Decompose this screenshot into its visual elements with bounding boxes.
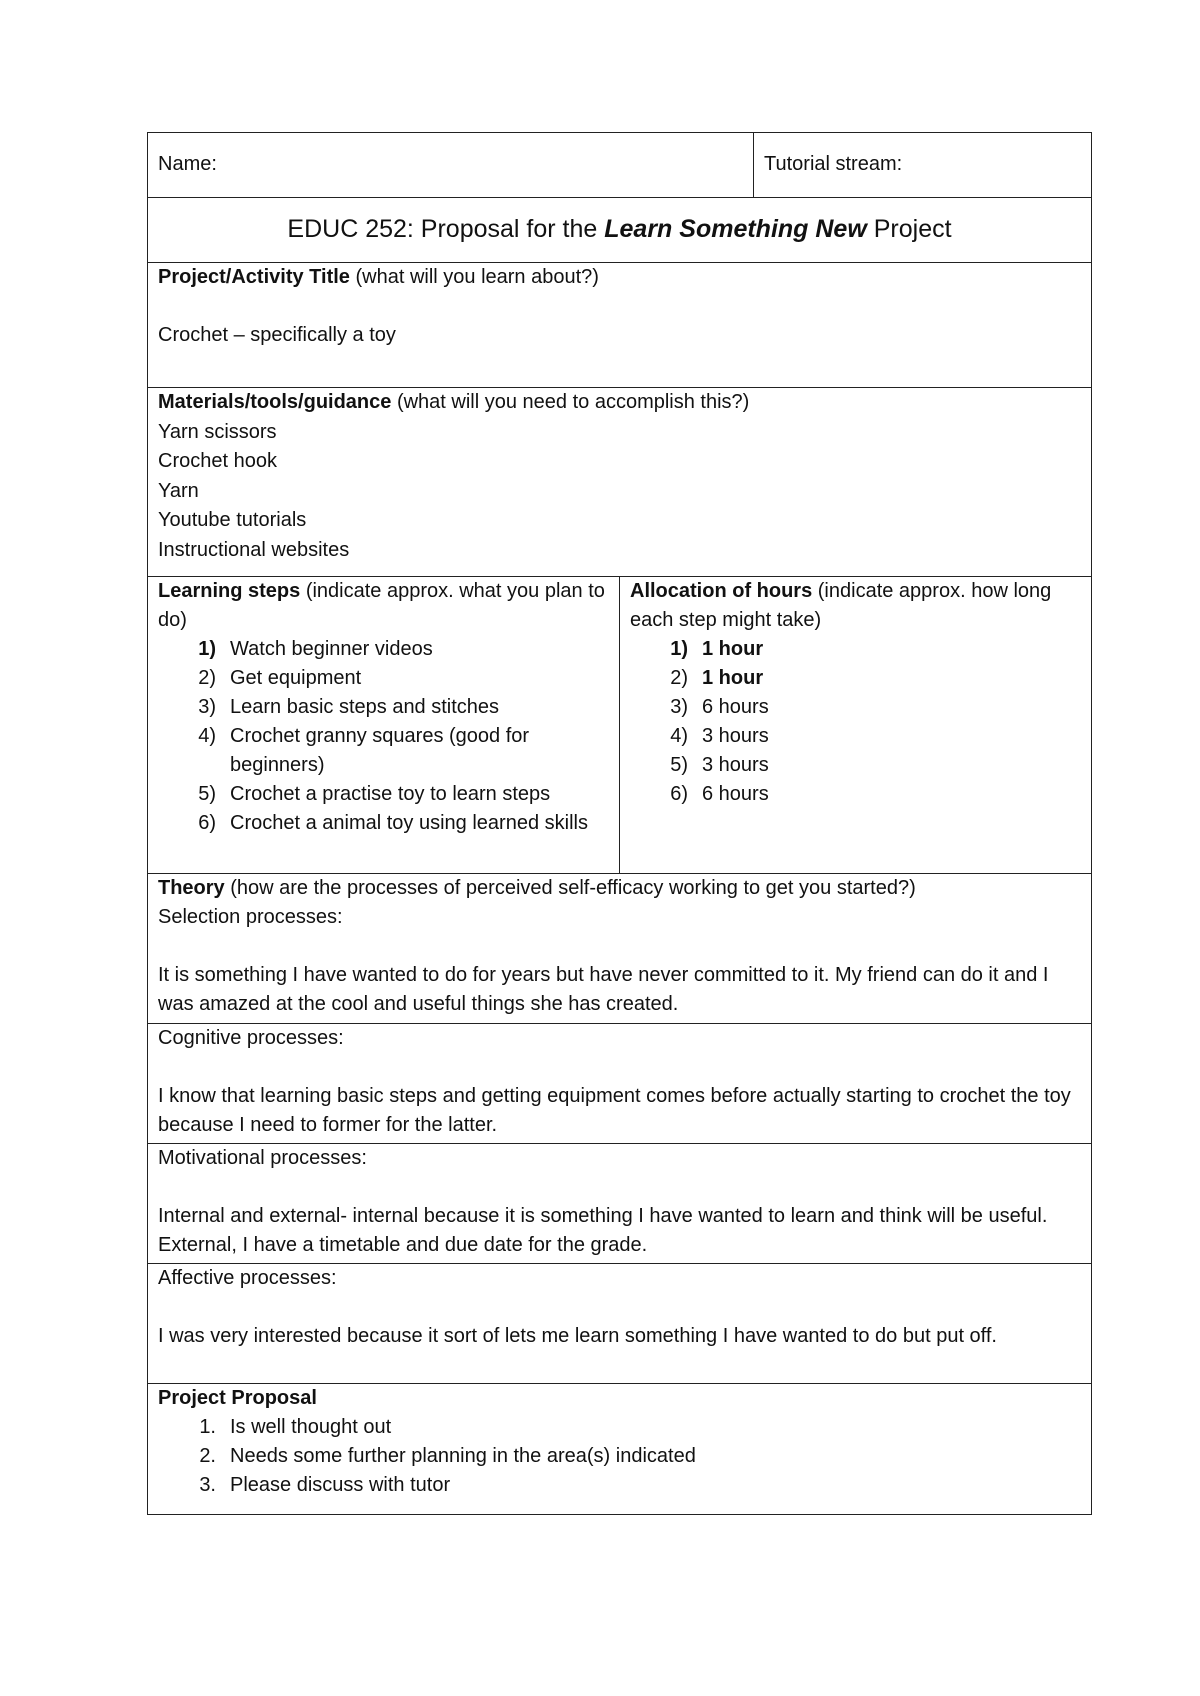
- materials-section: [148, 387, 1091, 576]
- affective-text: I was very interested because it sort of lets me learn something I have wanted to do but put off.: [158, 1325, 997, 1347]
- allocation-heading: Allocation of hours: [630, 580, 813, 602]
- theory-heading: Theory: [158, 877, 225, 899]
- list-item: 4) Crochet granny squares (good for beginners): [198, 725, 530, 776]
- project-title-section: [148, 262, 1091, 387]
- list-item: 3) 6 hours: [670, 696, 769, 718]
- proposal-option[interactable]: 3. Please discuss with tutor: [199, 1474, 451, 1496]
- list-item: Yarn: [158, 479, 199, 502]
- project-title-heading: Project/Activity Title: [158, 266, 350, 288]
- cognitive-text: I know that learning basic steps and getting equipment comes before actually starting to crochet the toy because I need to former for the latter.: [158, 1085, 1071, 1136]
- materials-heading: Materials/tools/guidance: [158, 391, 392, 413]
- title-row: [148, 197, 1091, 262]
- theory-section: [148, 873, 1091, 1023]
- proposal-heading: Project Proposal: [158, 1387, 317, 1409]
- motivational-section: [148, 1143, 1091, 1263]
- motivational-label: Motivational processes:: [158, 1147, 367, 1169]
- list-item: 2) 1 hour: [670, 667, 764, 689]
- theory-hint: (how are the processes of perceived self-efficacy working to get you started?): [224, 877, 916, 899]
- learning-steps-heading: Learning steps: [158, 580, 301, 602]
- selection-label: Selection processes:: [158, 906, 343, 928]
- allocation-list: [630, 635, 1081, 809]
- list-item: Instructional websites: [158, 538, 350, 561]
- learning-steps-section: [148, 577, 619, 873]
- tutorial-stream-label: Tutorial stream:: [764, 153, 903, 175]
- selection-text: It is something I have wanted to do for years but have never committed to it. My friend can do it and I was amazed at the cool and useful things she has created.: [158, 964, 1049, 1015]
- list-item: 5) 3 hours: [670, 754, 769, 776]
- affective-section: [148, 1263, 1091, 1383]
- proposal-option[interactable]: 2. Needs some further planning in the area(s) indicated: [199, 1445, 696, 1467]
- tutorial-stream-field[interactable]: [753, 133, 1091, 197]
- proposal-options: [158, 1413, 1081, 1500]
- allocation-section: [619, 577, 1091, 873]
- learning-steps-hint: (indicate approx. what you plan to do): [158, 580, 605, 631]
- steps-row: [148, 576, 1091, 873]
- list-item: 3) Learn basic steps and stitches: [198, 696, 500, 718]
- list-item: 2) Get equipment: [198, 667, 362, 689]
- header-row: [148, 133, 1091, 197]
- page-title: EDUC 252: Proposal for the Learn Something New Project: [287, 215, 952, 243]
- name-field[interactable]: [148, 133, 753, 197]
- list-item: Youtube tutorials: [158, 509, 307, 531]
- project-title-hint: (what will you learn about?): [349, 266, 599, 288]
- list-item: 6) 6 hours: [670, 783, 769, 805]
- list-item: Crochet hook: [158, 450, 277, 472]
- list-item: 1) 1 hour: [670, 638, 764, 660]
- cognitive-section: [148, 1023, 1091, 1143]
- list-item: Yarn scissors: [158, 420, 277, 443]
- affective-label: Affective processes:: [158, 1267, 337, 1289]
- name-label: Name:: [158, 153, 217, 175]
- list-item: 1) Watch beginner videos: [198, 638, 433, 660]
- list-item: 4) 3 hours: [670, 725, 769, 747]
- project-title-answer: Crochet – specifically a toy: [158, 324, 396, 346]
- proposal-form: [147, 132, 1092, 1515]
- list-item: 5) Crochet a practise toy to learn steps: [198, 783, 551, 805]
- materials-hint: (what will you need to accomplish this?): [391, 391, 750, 413]
- allocation-hint: (indicate approx. how long each step might take): [630, 580, 1052, 631]
- proposal-section: [148, 1383, 1091, 1514]
- list-item: 6) Crochet a animal toy using learned skills: [198, 812, 588, 834]
- proposal-option[interactable]: 1. Is well thought out: [199, 1416, 392, 1438]
- cognitive-label: Cognitive processes:: [158, 1027, 344, 1049]
- learning-steps-list: [158, 635, 609, 838]
- motivational-text: Internal and external- internal because it is something I have wanted to learn and think will be useful. External, I have a timetable and due date for the grade.: [158, 1205, 1048, 1256]
